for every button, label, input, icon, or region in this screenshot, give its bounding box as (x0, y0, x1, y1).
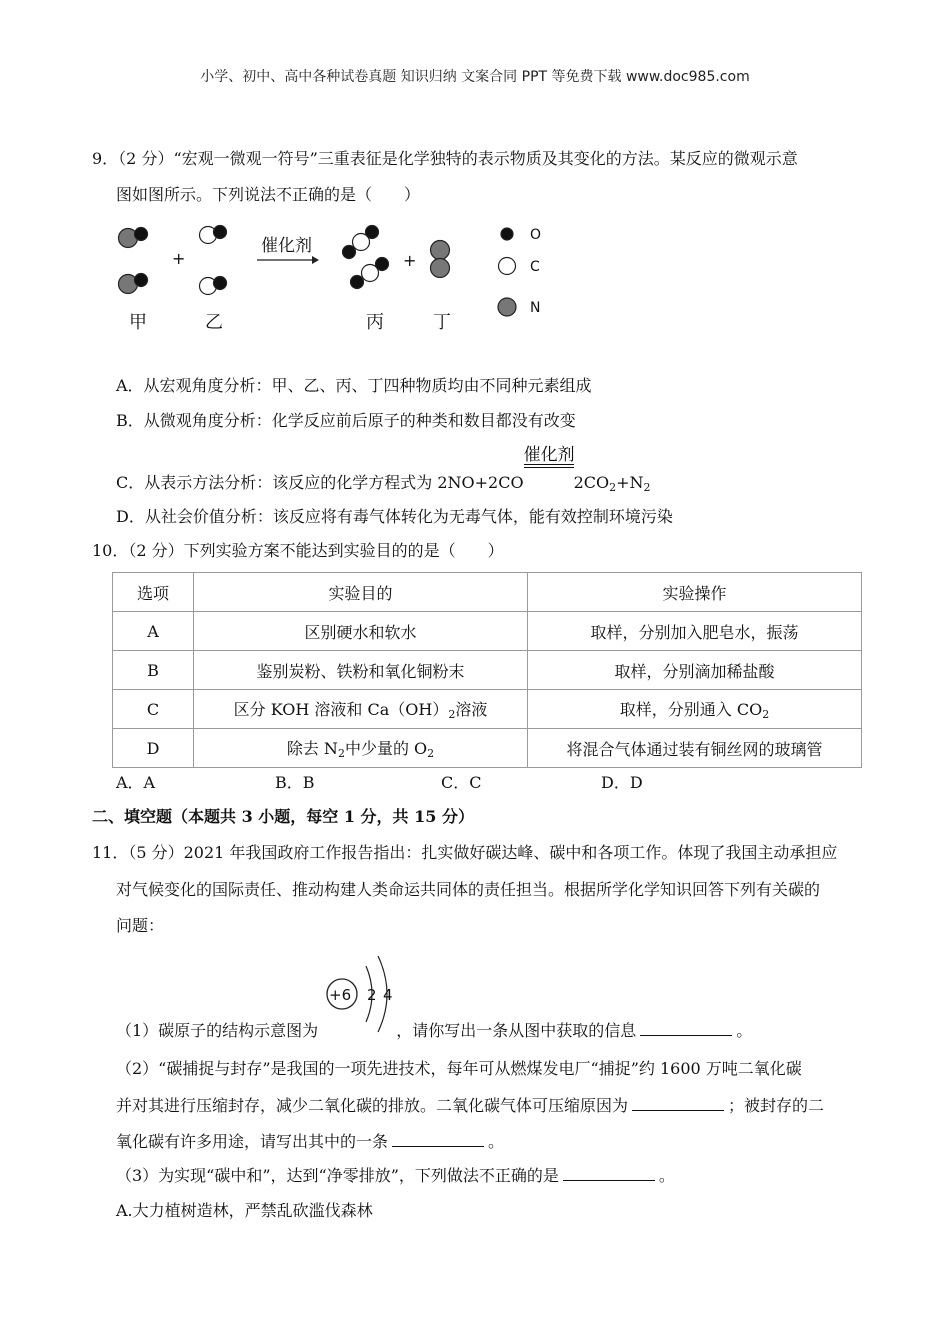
table-cell: 区别硬水和软水 (194, 612, 528, 651)
table-cell: 区分 KOH 溶液和 $Ca(OH)_2$溶液 (194, 690, 528, 729)
table-row (113, 651, 862, 690)
legend-o-label: O (530, 227, 542, 243)
o-atom (214, 226, 227, 239)
table-cell: 取样，分别通入 $CO_2$ (528, 690, 862, 729)
table-cell: 将混合气体通过装有铜丝网的玻璃管 (528, 729, 862, 768)
q11-part1: （1）碳原子的结构示意图为 ，请你写出一条从图中获取的信息 。 (116, 1021, 753, 1040)
section-heading: 二、填空题（本题共 3 小题，每空 1 分，共 15 分） (92, 807, 474, 826)
shell-electrons-1: 2 (367, 986, 377, 1004)
o-atom (351, 276, 364, 289)
equation-sub: 2 (643, 481, 651, 494)
q11-stem-line3: 问题： (116, 916, 165, 935)
q9-option-c (116, 445, 651, 499)
o-atom (135, 228, 148, 241)
q11-stem-line1: 11．（5 分）2021 年我国政府工作报告指出：扎实做好碳达峰、碳中和各项工作。体现了我国主动承担应 (92, 843, 838, 862)
table-header-row (113, 573, 862, 612)
answer-blank[interactable] (632, 1096, 724, 1111)
equation-sub: 2 (609, 481, 617, 494)
table-cell: 取样，分别滴加稀盐酸 (528, 651, 862, 690)
diagram-plus-1: + (172, 249, 186, 268)
label-jia: 甲 (129, 312, 147, 333)
equation-catalyst-label: 催化剂 (523, 445, 575, 465)
table-header: 选项 (113, 573, 194, 612)
q9-option-c-text: C．从表示方法分析：该反应的化学方程式为 2NO+2CO (116, 473, 524, 492)
diagram-plus-2: + (403, 251, 417, 270)
q10-choice-b: B．B (275, 773, 315, 792)
equation-catalyst (523, 445, 575, 488)
table-cell: C (113, 690, 194, 729)
q10-choice-c: C．C (441, 773, 482, 792)
legend-n-atom (498, 298, 516, 316)
o-atom (366, 226, 379, 239)
q11-part2-line2: 并对其进行压缩封存，减少二氧化碳的排放。二氧化碳气体可压缩原因为 ；被封存的二 (116, 1096, 825, 1115)
q9-option-a: A．从宏观角度分析：甲、乙、丙、丁四种物质均由不同种元素组成 (116, 376, 592, 395)
q9-option-d: D．从社会价值分析：该反应将有毒气体转化为无毒气体，能有效控制环境污染 (116, 507, 673, 526)
equation-n: +N (616, 473, 644, 492)
o-atom (214, 277, 227, 290)
q9-stem-line2: 图如图所示。下列说法不正确的是（ ） (116, 185, 421, 204)
o-atom (343, 246, 356, 259)
q10-stem: 10．（2 分）下列实验方案不能达到实验目的的是（ ） (92, 541, 504, 560)
reaction-diagram (105, 218, 565, 338)
q11-part2-line3: 氧化碳有许多用途，请写出其中的一条 。 (116, 1132, 505, 1151)
o-atom (135, 274, 148, 287)
legend-c-label: C (530, 259, 540, 275)
table-row (113, 690, 862, 729)
q10-choice-d: D．D (601, 773, 643, 792)
q11-stem-line2: 对气候变化的国际责任、推动构建人类命运共同体的责任担当。根据所学化学知识回答下列有关碳的 (116, 880, 821, 899)
table-cell: A (113, 612, 194, 651)
answer-blank[interactable] (392, 1132, 484, 1147)
table-row (113, 612, 862, 651)
table-cell: 鉴别炭粉、铁粉和氧化铜粉末 (194, 651, 528, 690)
q11-part3: （3）为实现“碳中和”，达到“净零排放”，下列做法不正确的是 。 (116, 1166, 675, 1185)
diagram-catalyst: 催化剂 (261, 236, 312, 256)
q11-part1-text: ，请你写出一条从图中获取的信息 (396, 1021, 637, 1040)
n-atom (431, 259, 450, 278)
nucleus-charge: +6 (329, 986, 352, 1004)
legend-o-atom (501, 228, 513, 240)
table-header: 实验目的 (194, 573, 528, 612)
q11-part1-text: （1）碳原子的结构示意图为 (116, 1021, 319, 1040)
q9-option-b: B．从微观角度分析：化学反应前后原子的种类和数目都没有改变 (116, 411, 576, 430)
q10-choice-a: A．A (116, 773, 156, 792)
q11-part2-line1: （2）“碳捕捉与封存”是我国的一项先进技术，每年可从燃煤发电厂“捕捉”约 1600 万吨二氧化碳 (116, 1059, 802, 1078)
table-cell: 取样，分别加入肥皂水，振荡 (528, 612, 862, 651)
n-atom (431, 241, 450, 260)
experiment-table (112, 572, 862, 768)
table-cell: 除去 $N_2$中少量的 $O_2$ (194, 729, 528, 768)
q11-part3-option-a: A.大力植树造林，严禁乱砍滥伐森林 (116, 1201, 373, 1220)
label-ding: 丁 (433, 312, 451, 333)
table-header: 实验操作 (528, 573, 862, 612)
label-yi: 乙 (205, 312, 223, 333)
o-atom (376, 258, 389, 271)
legend-n-label: N (530, 300, 541, 316)
shell-electrons-2: 4 (383, 986, 393, 1004)
table-row (113, 729, 862, 768)
equation-co2: 2CO (573, 473, 610, 492)
legend-c-atom (499, 258, 516, 275)
table-cell: D (113, 729, 194, 768)
label-bing: 丙 (366, 312, 384, 333)
answer-blank[interactable] (563, 1166, 655, 1181)
answer-blank[interactable] (640, 1021, 732, 1036)
q9-stem-line1: 9．（2 分）“宏观一微观一符号”三重表征是化学独特的表示物质及其变化的方法。某反应的微观示意 (92, 149, 798, 168)
table-cell: B (113, 651, 194, 690)
page-banner: 小学、初中、高中各种试卷真题 知识归纳 文案合同 PPT 等免费下载 www.doc985.com (200, 69, 750, 85)
